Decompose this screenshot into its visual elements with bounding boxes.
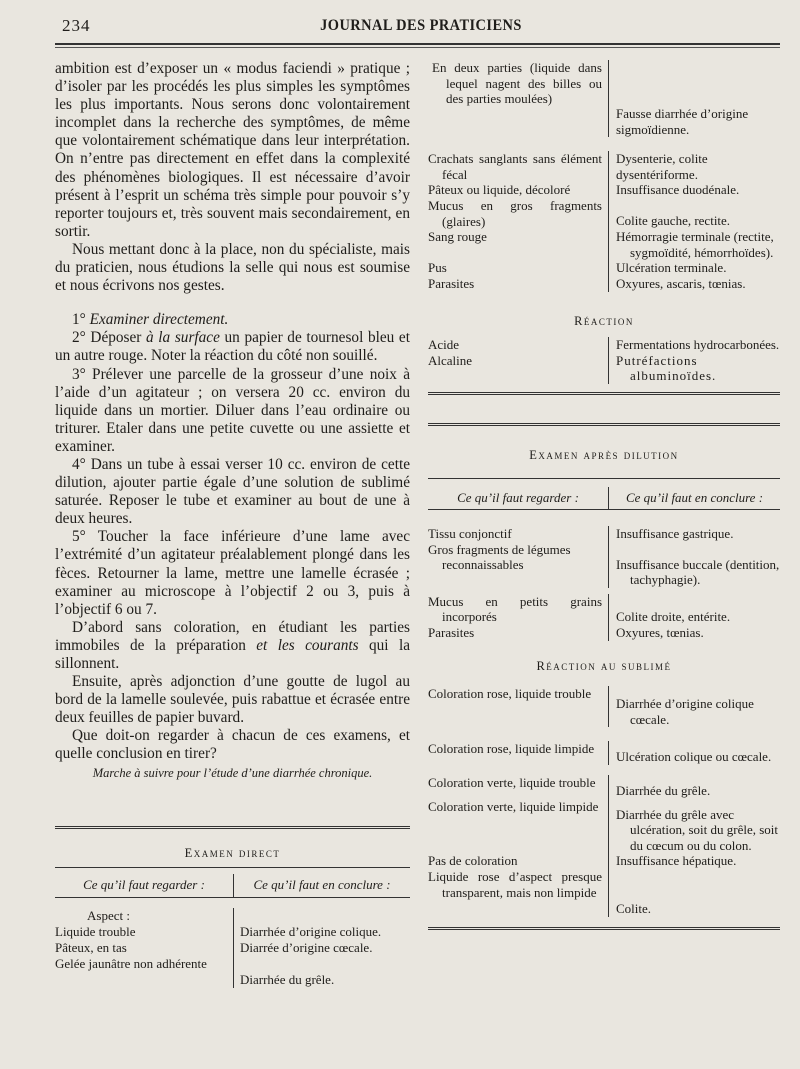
paragraph: Que doit-on regarder à chacun de ces examens, et quelle conclusion en tirer? [55, 727, 410, 763]
column-header: Ce qu’il faut regarder : [83, 877, 205, 892]
table-row: Pas de coloration Insuffisance hépatique. [428, 853, 780, 869]
journal-title: JOURNAL DES PRATICIENS [320, 17, 522, 34]
table-rule [55, 826, 410, 829]
step-4: 4° Dans un tube à essai verser 10 cc. environ de cette dilution, ajouter partie égale d’une solution de sublimé saturée. Reposer le tube et examiner au bout de une à deux heures. [55, 455, 410, 528]
table-row: Pâteux ou liquide, décoloré Insuffisance duodénale. [428, 182, 780, 198]
table-row: Coloration rose, liquide trouble Diarrhée d’origine colique cœcale. [428, 686, 780, 727]
table-row: Pus Ulcération terminale. [428, 260, 780, 276]
table-row: En deux parties (liquide dans lequel nagent des billes ou des parties moulées) Fausse diarrhée d’origine sigmoïdienne. [428, 60, 780, 137]
column-header: Ce qu’il faut en conclure : [233, 874, 410, 897]
paragraph: D’abord sans coloration, en étudiant les parties immobiles de la préparation et les courants qui la sillonnent. [55, 618, 410, 672]
table-rule [428, 927, 780, 930]
step-1: 1° Examiner directement. [72, 311, 229, 329]
table-row: Coloration verte, liquide limpide Diarrhée du grêle avec ulcération, soit du grêle, soit du cœcum ou du colon. [428, 798, 779, 853]
table-row: Mucus en gros fragments (glaires) Colite gauche, rectite. [428, 198, 780, 229]
table-caption: Réaction au sublimé [536, 658, 672, 673]
right-column [428, 60, 780, 930]
step-2: 2° Déposer à la surface un papier de tournesol bleu et un autre rouge. Noter la réaction du côté non souillé. [55, 329, 410, 365]
header-rule [55, 43, 780, 45]
paragraph: Ensuite, après adjonction d’une goutte de lugol au bord de la lamelle soulevée, puis rabattue et écrasée entre deux feuilles de papier buvard. [55, 673, 410, 727]
table-caption: Examen direct [184, 846, 281, 860]
table-row: Pâteux, en tas Diarrée d’origine cœcale. [55, 940, 410, 956]
step-3: 3° Prélever une parcelle de la grosseur d’une noix à l’aide d’un agitateur ; on versera 20 cc. environ du liquide dans un mortier. Diluer dans l’eau ordinaire ou triturer. Etaler dans une petite cuvette ou une assiette et examiner. [55, 365, 410, 455]
table-row: Sang rouge Hémorragie terminale (rectite, sygmoïdité, hémorrhoïdes). [428, 229, 780, 260]
column-header: Ce qu’il faut regarder : [457, 489, 579, 505]
table-row: Gros fragments de légumes reconnaissables Insuffisance buccale (dentition, tachyphagie). [428, 541, 780, 588]
column-headers [428, 487, 780, 511]
table-row: Crachats sanglants sans élément fécal Dysenterie, colite dysentériforme. [428, 137, 780, 182]
table-row: Liquide rose d’aspect presque transparent, mais non limpide Colite. [428, 869, 780, 917]
table-rule [428, 392, 780, 395]
table-examen-direct [55, 826, 410, 988]
table-row: Acide Fermentations hydrocarbonées. [428, 337, 780, 353]
step-5: 5° Toucher la face inférieure d’une lame avec l’extrémité d’un agitateur préalablement plongé dans les fèces. Retourner la lame, mettre une lamelle écrasée ; examiner au microscope à l’objectif 2 ou 3, puis à l’objectif 6 ou 7. [55, 528, 410, 618]
table-row: Gelée jaunâtre non adhérente Diarrhée du grêle. [55, 956, 410, 988]
column-header: Ce qu’il faut en conclure : [608, 487, 780, 510]
section-subtitle: Marche à suivre pour l’étude d’une diarrhée chronique. [92, 765, 373, 780]
table-row: Coloration verte, liquide trouble Diarrhée du grêle. [428, 765, 780, 799]
paragraph: Nous mettant donc à la place, non du spécialiste, mais du praticien, nous étudions la selle qui nous est soumise et nous écrivons nos gestes. [55, 240, 410, 295]
table-row: Tissu conjonctif Insuffisance gastrique. [428, 510, 780, 542]
step-1-title: Examiner directement. [89, 311, 229, 329]
table-row: Alcaline Putréfactions albuminoïdes. [428, 353, 780, 384]
left-column [55, 60, 410, 782]
table-row: Aspect : [55, 898, 410, 924]
page-header [62, 16, 780, 38]
column-headers [55, 874, 410, 898]
paragraph: ambition est d’exposer un « modus faciendi » pratique ; d’isoler par les procédés les plus simples les symptômes les plus importants. Nous serons donc volontairement incomplet dans la recherche des symptômes, de même que volontairement schématique dans leur interprétation. On n’entre pas directement en effet dans la complexité des phénomènes biologiques. Il est nécessaire d’avoir présent à l’esprit un schéma très simple pour pouvoir s’y reporter toujours et, très souvent mais secondairement, en sortir. [55, 60, 410, 240]
header-rule-thin [55, 47, 780, 48]
page-number: 234 [62, 16, 91, 35]
table-caption: Réaction [574, 313, 634, 328]
table-row: Parasites Oxyures, tœnias. [428, 625, 780, 641]
table-row: Liquide trouble Diarrhée d’origine colique. [55, 924, 410, 940]
table-row: Coloration rose, liquide limpide Ulcération colique ou cœcale. [428, 727, 780, 765]
table-row: Mucus en petits grains incorporés Colite droite, entérite. [428, 588, 780, 625]
table-caption: Examen après dilution [529, 447, 679, 462]
table-rule [428, 423, 780, 426]
table-row: Parasites Oxyures, ascaris, tœnias. [428, 276, 780, 292]
